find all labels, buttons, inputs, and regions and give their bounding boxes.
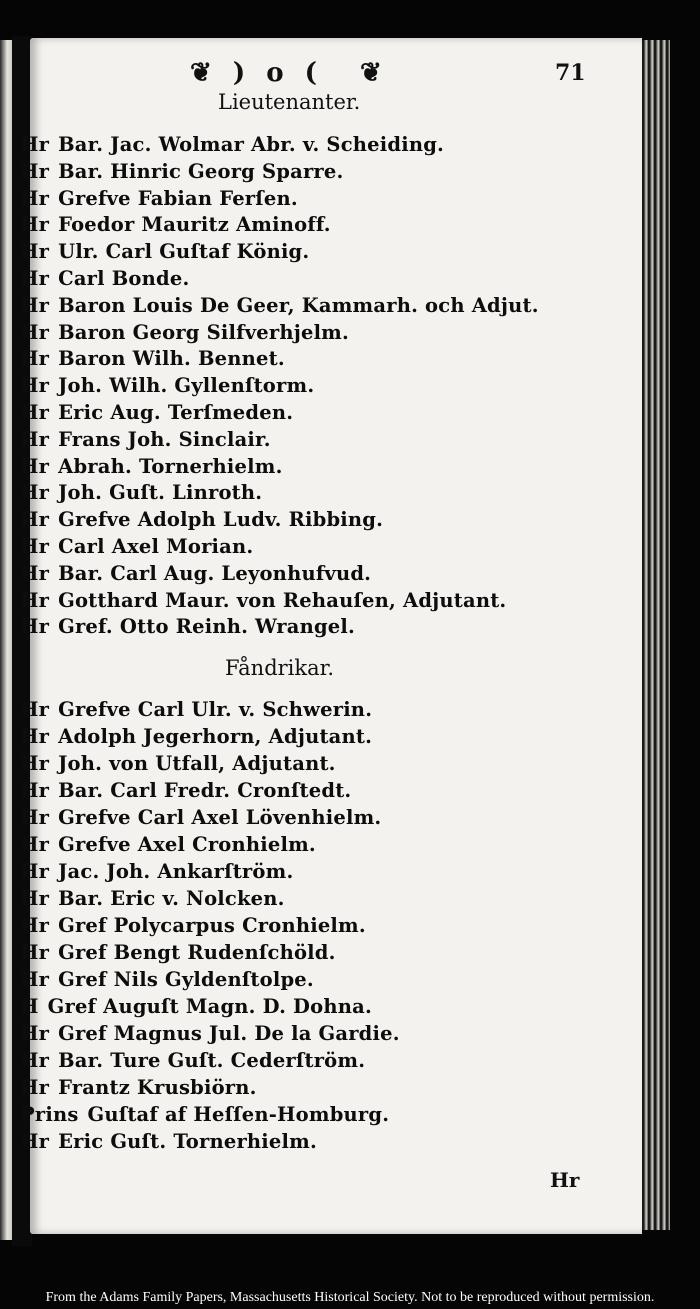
- list-item: [20, 698, 372, 721]
- entry-name: Foedor Mauritz Aminoff.: [58, 213, 331, 237]
- entry-name: Gref Nils Gyldenſtolpe.: [58, 968, 314, 991]
- entry-title-prefix: Hr: [20, 833, 50, 856]
- entry-title-prefix: Hr: [20, 267, 50, 290]
- list-item: [20, 562, 371, 585]
- entry-name: Ulr. Carl Guſtaf König.: [58, 240, 310, 264]
- list-item: [20, 1103, 389, 1126]
- page-header: [30, 54, 642, 94]
- entry-name: Carl Bonde.: [58, 267, 190, 290]
- entry-name: Abrah. Tornerhielm.: [58, 454, 283, 478]
- entry-name: Baron Georg Silfverhjelm.: [58, 320, 350, 344]
- list-item: [20, 160, 344, 183]
- list-item: [20, 752, 336, 775]
- list-item: [20, 806, 381, 829]
- list-item: [20, 187, 298, 210]
- entry-name: Frans Joh. Sinclair.: [58, 427, 271, 451]
- entry-title-prefix: Hr: [20, 320, 50, 344]
- entry-name: Joh. Guſt. Linroth.: [58, 481, 263, 505]
- entry-title-prefix: Hr: [20, 615, 50, 639]
- copyright-footer: From the Adams Family Papers, Massachusetts Historical Society. Not to be reproduced without permission.: [45, 1290, 655, 1305]
- list-item: [20, 995, 372, 1018]
- entry-title-prefix: Hr: [20, 1049, 50, 1072]
- entry-title-prefix: Hr: [20, 401, 50, 424]
- entry-name: Eric Aug. Terſmeden.: [58, 401, 294, 424]
- list-item: [20, 294, 539, 317]
- entry-title-prefix: Hr: [20, 481, 50, 505]
- entry-title-prefix: Hr: [20, 725, 50, 748]
- entry-name: Frantz Krusbiörn.: [58, 1076, 257, 1099]
- entry-name: Joh. Wilh. Gyllenſtorm.: [58, 374, 315, 398]
- entry-title-prefix: Hr: [20, 240, 50, 264]
- entry-name: Gref Polycarpus Cronhielm.: [58, 914, 366, 937]
- list-item: [20, 833, 316, 856]
- entry-title-prefix: Hr: [20, 347, 50, 371]
- entry-name: Guſtaf af Heſſen-Homburg.: [87, 1103, 390, 1126]
- entry-title-prefix: Hr: [20, 159, 50, 183]
- entry-name: Baron Louis De Geer, Kammarh. och Adjut.: [58, 293, 539, 317]
- entry-title-prefix: Hr: [20, 1022, 50, 1045]
- entry-name: Joh. von Utfall, Adjutant.: [58, 752, 336, 775]
- list-item: [20, 267, 189, 290]
- list-item: [20, 481, 262, 504]
- entry-name: Bar. Jac. Wolmar Abr. v. Scheiding.: [58, 133, 445, 156]
- list-item: [20, 941, 336, 964]
- list-item: [20, 860, 293, 883]
- entry-title-prefix: Hr: [20, 887, 50, 910]
- entry-title-prefix: Hr: [20, 588, 50, 612]
- section-title: Fåndrikar.: [225, 656, 335, 680]
- entry-name: Jac. Joh. Ankarſtröm.: [58, 860, 294, 883]
- entry-title-prefix: Hr: [20, 779, 50, 802]
- entry-title-prefix: Prins: [20, 1103, 79, 1126]
- entry-name: Gref Magnus Jul. De la Gardie.: [58, 1022, 400, 1045]
- entry-name: Grefve Carl Ulr. v. Schwerin.: [58, 698, 373, 721]
- book-page: [20, 38, 642, 1234]
- list-item: [20, 401, 293, 424]
- header-ornament-left: ❦ ) o (: [190, 58, 323, 88]
- list-item: [20, 133, 444, 156]
- list-item: [20, 374, 314, 397]
- list-item: [20, 428, 271, 451]
- entry-name: Adolph Jegerhorn, Adjutant.: [58, 725, 373, 748]
- entry-name: Bar. Carl Aug. Leyonhufvud.: [58, 561, 372, 585]
- entry-name: Gref Auguſt Magn. D. Dohna.: [47, 995, 372, 1018]
- entry-title-prefix: Hr: [20, 860, 50, 883]
- entry-title-prefix: Hr: [20, 1076, 50, 1099]
- list-item: [20, 1022, 400, 1045]
- list-item: [20, 347, 285, 370]
- entry-name: Grefve Adolph Ludv. Ribbing.: [58, 508, 384, 532]
- entry-title-prefix: Hr: [20, 133, 50, 156]
- list-item: [20, 455, 283, 478]
- entry-title-prefix: Hr: [20, 698, 50, 721]
- entry-title-prefix: Hr: [20, 535, 50, 558]
- catchword: Hr: [550, 1168, 580, 1192]
- entry-name: Gotthard Maur. von Rehauſen, Adjutant.: [58, 588, 507, 612]
- section-title: Lieutenanter.: [218, 90, 361, 114]
- entry-name: Eric Guſt. Tornerhielm.: [58, 1130, 317, 1153]
- list-item: [20, 1130, 317, 1153]
- entry-title-prefix: Hr: [20, 427, 50, 451]
- entry-title-prefix: Hr: [20, 1130, 50, 1153]
- entry-title-prefix: Hr: [20, 914, 50, 937]
- entry-name: Grefve Fabian Ferſen.: [58, 186, 298, 210]
- list-item: [20, 240, 309, 263]
- entry-name: Bar. Eric v. Nolcken.: [58, 887, 285, 910]
- entry-name: Grefve Carl Axel Lövenhielm.: [58, 806, 382, 829]
- entry-title-prefix: Hr: [20, 561, 50, 585]
- entry-name: Gref Bengt Rudenſchöld.: [58, 941, 336, 964]
- list-item: [20, 213, 331, 236]
- list-item: [20, 615, 355, 638]
- list-item: [20, 914, 366, 937]
- entry-title-prefix: Hr: [20, 374, 50, 398]
- entry-name: Bar. Ture Guſt. Cederſtröm.: [58, 1049, 366, 1072]
- entry-title-prefix: Hr: [20, 941, 50, 964]
- entry-title-prefix: Hr: [20, 186, 50, 210]
- entry-title-prefix: Hr: [20, 806, 50, 829]
- list-item: [20, 535, 253, 558]
- list-item: [20, 508, 383, 531]
- list-item: [20, 1076, 257, 1099]
- list-item: [20, 1049, 365, 1072]
- list-item: [20, 725, 372, 748]
- list-item: [20, 321, 349, 344]
- entry-title-prefix: Hr: [20, 213, 50, 237]
- list-item: [20, 589, 506, 612]
- entry-name: Gref. Otto Reinh. Wrangel.: [58, 615, 356, 639]
- entry-title-prefix: Hr: [20, 508, 50, 532]
- entry-title-prefix: H: [20, 995, 39, 1018]
- entry-title-prefix: Hr: [20, 293, 50, 317]
- list-item: [20, 887, 285, 910]
- adjacent-page-edge: [0, 40, 12, 1240]
- entry-title-prefix: Hr: [20, 454, 50, 478]
- list-item: [20, 779, 351, 802]
- entry-name: Carl Axel Morian.: [58, 535, 254, 558]
- header-ornament-right: ❦: [360, 58, 388, 88]
- page-number: 71: [555, 60, 586, 86]
- entry-name: Bar. Hinric Georg Sparre.: [58, 159, 344, 183]
- entry-title-prefix: Hr: [20, 968, 50, 991]
- entry-title-prefix: Hr: [20, 752, 50, 775]
- entry-name: Bar. Carl Fredr. Cronſtedt.: [58, 779, 352, 802]
- list-item: [20, 968, 314, 991]
- entry-name: Grefve Axel Cronhielm.: [58, 833, 316, 856]
- entry-name: Baron Wilh. Bennet.: [58, 347, 285, 371]
